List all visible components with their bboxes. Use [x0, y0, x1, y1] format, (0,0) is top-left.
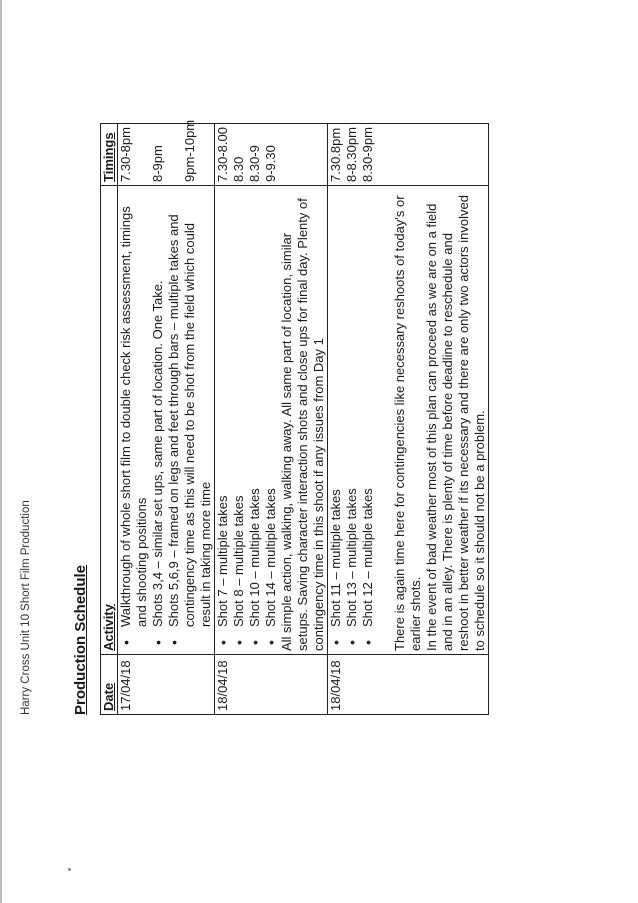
activity-note: In the event of bad weather most of this plan can proceed as we are on a field and in an alley. There is plenty of time before deadline to reschedule and reshoot in better weather if its necessary and there are only two actors involved to schedule so it should not be a problem. — [424, 195, 487, 651]
scan-speck — [68, 868, 71, 871]
activity-bullet-list — [118, 189, 214, 651]
timing-value: 8.30-9pm — [360, 127, 375, 182]
date-cell: 18/04/18 — [328, 655, 489, 715]
list-item: • Shot 8 – multiple takes — [231, 189, 247, 651]
list-item: • Shot 10 – multiple takes — [247, 189, 263, 651]
timings-column-header: Timings — [101, 124, 118, 186]
list-item: • Shot 13 – multiple takes — [344, 189, 360, 651]
activity-bullet-list — [328, 189, 376, 651]
timings-cell — [118, 119, 215, 186]
list-item: • Shot 11 – multiple takes — [328, 189, 344, 651]
production-schedule-table — [100, 119, 489, 715]
list-item: • Shots 5,6,9 – framed on legs and feet through bars – multiple takes and contingency time as this will need to be shot from the field which could result in taking more time — [166, 189, 214, 651]
scan-edge-line — [0, 0, 2, 903]
timing-value: 9-9.30 — [263, 145, 278, 182]
activity-cell — [215, 186, 328, 655]
timing-value: 7.30-8pm — [118, 127, 133, 182]
timing-value: 8-8.30pm — [344, 127, 359, 182]
activity-note: There is again time here for contingencies like necessary reshoots of today's or earlier shots. — [392, 195, 423, 651]
schedule-title: Production Schedule — [72, 564, 89, 715]
timings-cell — [215, 124, 328, 186]
list-item: • Walkthrough of whole short film to double check risk assessment, timings and shooting positions — [118, 189, 150, 651]
document-header: Harry Cross Unit 10 Short Film Production — [20, 500, 32, 715]
activity-cell — [118, 186, 215, 655]
list-item: • Shot 12 – multiple takes — [360, 189, 376, 651]
timings-cell — [328, 124, 489, 186]
date-cell: 17/04/18 — [118, 655, 215, 715]
timing-value: 7.30-8.00 — [215, 127, 230, 182]
table-row — [118, 124, 215, 715]
timing-value: 9pm-10pm — [182, 119, 197, 182]
activity-note: All simple action, walking, walking away. All same part of location, similar setups. Saving character interaction shots and close ups for final day. Plenty of contingency time in this shoot if any issues from Day 1 — [279, 198, 326, 651]
list-item: • Shot 14 – multiple takes — [263, 189, 279, 651]
activity-column-header: Activity — [101, 186, 118, 655]
timing-value: 7.30.8pm — [328, 127, 343, 182]
timing-value: 8.30-9 — [247, 145, 262, 182]
timing-value: 8.30 — [231, 156, 246, 182]
activity-bullet-list — [215, 189, 279, 651]
date-cell: 18/04/18 — [215, 655, 328, 715]
timing-value: 8-9pm — [150, 145, 165, 182]
table-row — [328, 124, 489, 715]
list-item: • Shots 3,4 – similar set ups, same part of location. One Take. — [150, 189, 166, 651]
table-header-row — [101, 124, 118, 715]
activity-cell — [328, 186, 489, 655]
list-item: • Shot 7 – multiple takes — [215, 189, 231, 651]
date-column-header: Date — [101, 655, 118, 715]
table-row — [215, 124, 328, 715]
